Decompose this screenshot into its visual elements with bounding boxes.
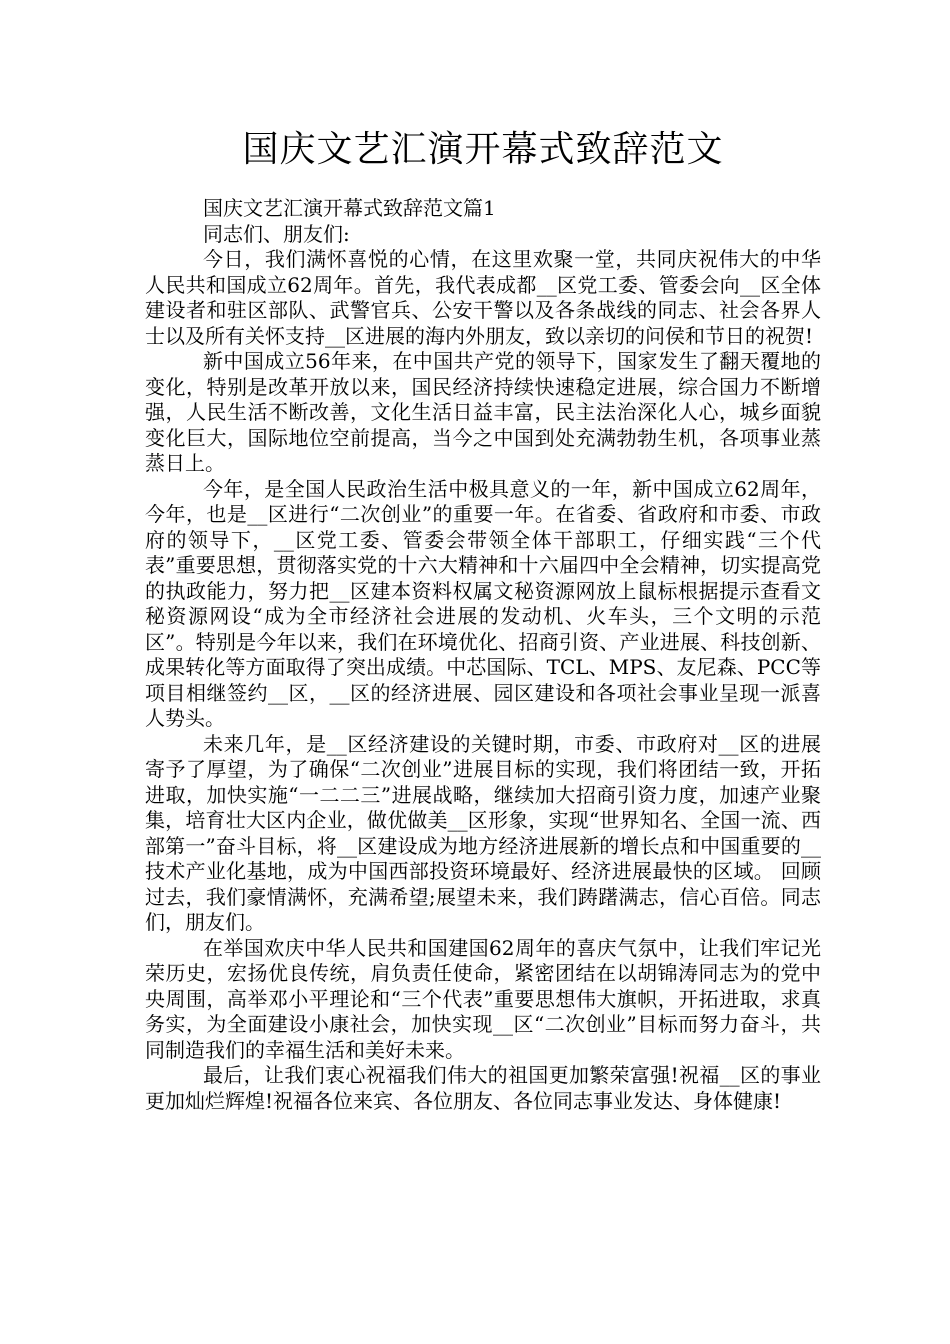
paragraph-greeting: 今日，我们满怀喜悦的心情，在这里欢聚一堂，共同庆祝伟大的中华人民共和国成立62周年。首先，我代表成都__区党工委、管委会向__区全体建设者和驻区部队、武警官兵、公安干警以及各条战线的同志、社会各界人士以及所有关怀支持__区进展的海内外朋友，致以亲切的问侯和节日的祝贺! — [145, 247, 821, 348]
paragraph-future: 未来几年，是__区经济建设的关键时期，市委、市政府对__区的进展寄予了厚望，为了确保“二次创业”进展目标的实现，我们将团结一致，开拓进取，加快实施“一二二三”进展战略，继续加大招商引资力度，加速产业聚集，培育壮大区内企业，做优做美__区形象，实现“世界知名、全国一流、西部第一”奋斗目标，将__区建设成为地方经济进展新的增长点和中国重要的__技术产业化基地，成为中国西部投资环境最好、经济进展最快的区域。 回顾过去，我们豪情满怀，充满希望;展望未来，我们踌躇满志，信心百倍。同志们，朋友们。 — [145, 731, 821, 934]
paragraph-achievements: 新中国成立56年来，在中国共产党的领导下，国家发生了翻天覆地的变化，特别是改革开放以来，国民经济持续快速稳定进展，综合国力不断增强，人民生活不断改善，文化生活日益丰富，民主法治深化人心，城乡面貌变化巨大，国际地位空前提高，当今之中国到处充满勃勃生机，各项事业蒸蒸日上。 — [145, 349, 821, 475]
paragraph-this-year: 今年，是全国人民政治生活中极具意义的一年，新中国成立62周年，今年，也是__区进行“二次创业”的重要一年。在省委、省政府和市委、市政府的领导下，__区党工委、管委会带领全体干部职工，仔细实践“三个代表”重要思想，贯彻落实党的十六大精神和十六届四中全会精神，切实提高党的执政能力，努力把__区建本资料权属文秘资源网放上鼠标根据提示查看文秘资源网设“成为全市经济社会进展的发动机、火车头，三个文明的示范区”。特别是今年以来，我们在环境优化、招商引资、产业进展、科技创新、成果转化等方面取得了突出成绩。中芯国际、TCL、MPS、友尼森、PCC等项目相继签约__区，__区的经济进展、园区建设和各项社会事业呈现一派喜人势头。 — [145, 476, 821, 730]
document-subtitle: 国庆文艺汇演开幕式致辞范文篇1 — [203, 196, 496, 220]
document-title: 国庆文艺汇演开幕式致辞范文 — [242, 129, 724, 170]
salutation: 同志们、朋友们: — [203, 221, 350, 246]
document-body — [145, 196, 821, 1114]
paragraph-call-to-action: 在举国欢庆中华人民共和国建国62周年的喜庆气氛中，让我们牢记光荣历史，宏扬优良传统，肩负责任使命，紧密团结在以胡锦涛同志为的党中央周围，高举邓小平理论和“三个代表”重要思想伟大旗帜，开拓进取，求真务实，为全面建设小康社会，加快实现__区“二次创业”目标而努力奋斗，共同制造我们的幸福生活和美好未来。 — [145, 935, 821, 1062]
paragraph-closing: 最后，让我们衷心祝福我们伟大的祖国更加繁荣富强!祝福__区的事业更加灿烂辉煌!祝福各位来宾、各位朋友、各位同志事业发达、身体健康! — [145, 1063, 821, 1113]
